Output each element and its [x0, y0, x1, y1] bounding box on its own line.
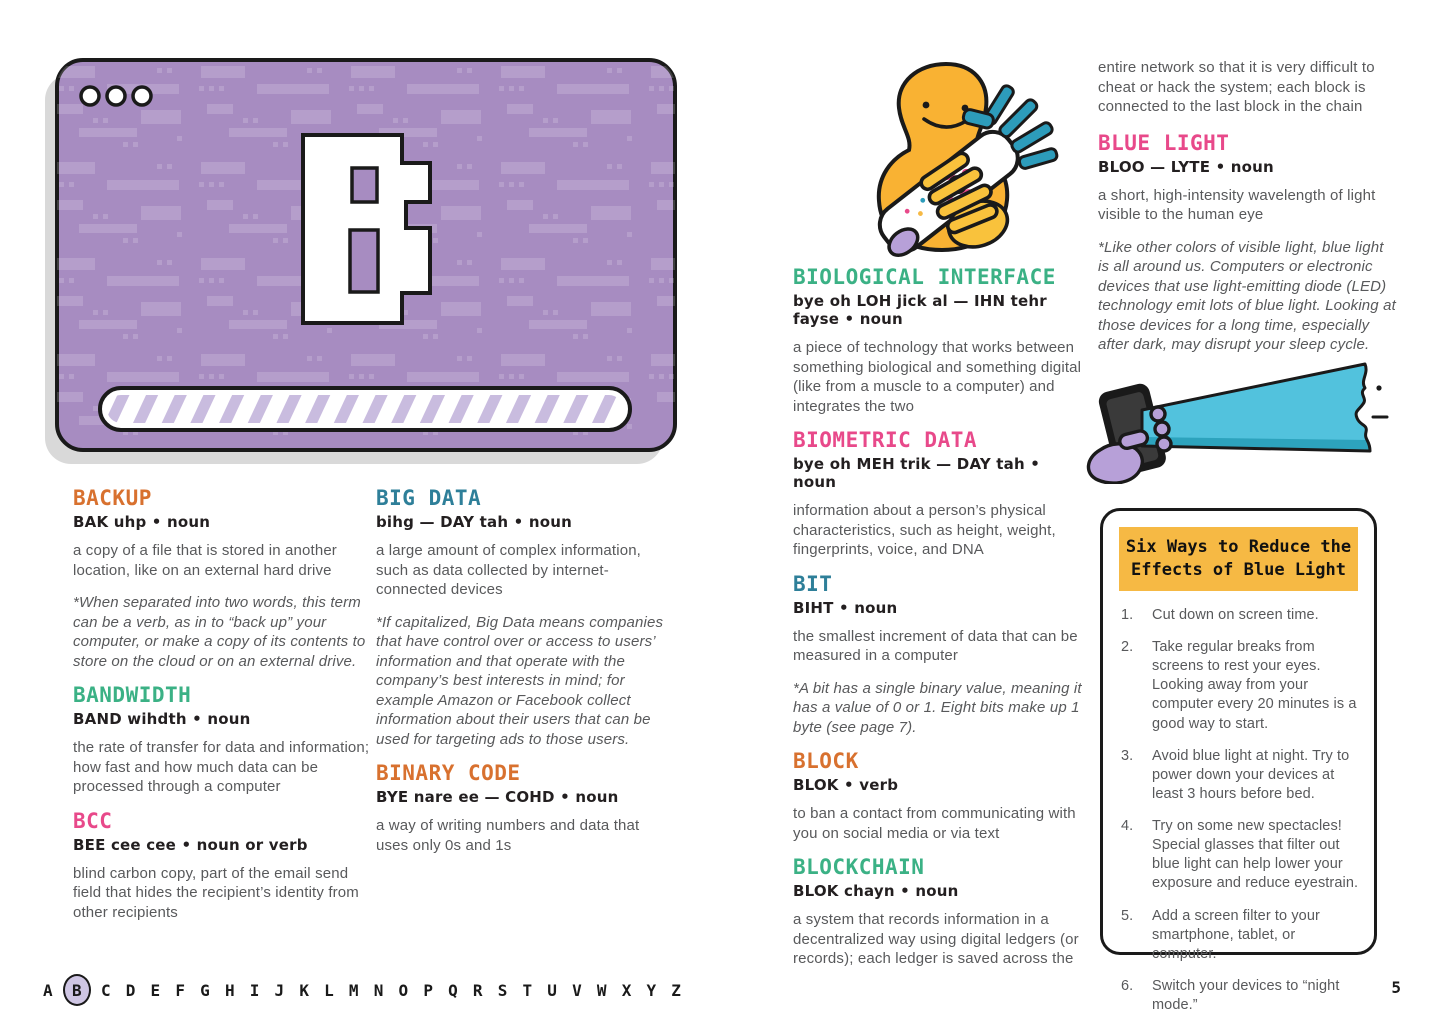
note-blue-light: *Like other colors of visible light, blue light is all around us. Computers or electronic devices that use light-emitting diode (LED) technology emit lots of blue light. Looking at those devices for a long time, especially after dark, may disrupt your sleep cycle. — [1098, 238, 1396, 354]
alphabet-letter-e: E — [150, 980, 161, 1000]
definition-biological-interface: a piece of technology that works between something biological and something digital (like from a muscle to a computer) and integrates the two — [793, 339, 1082, 415]
six-ways-item-3: Avoid blue light at night. Try to power down your devices at least 3 hours before bed. — [1152, 747, 1350, 802]
alphabet-letter-g: G — [200, 980, 210, 1000]
note-bit: *A bit has a single binary value, meaning it has a value of 0 or 1. Eight bits make up 1 byte (see page 7). — [793, 679, 1082, 736]
column-2 — [376, 487, 674, 868]
six-ways-item-5: Add a screen filter to your smartphone, tablet, or computer. — [1152, 907, 1320, 962]
alphabet-letter-t: T — [522, 980, 533, 1000]
alphabet-letter-x: X — [621, 980, 632, 1000]
column-4 — [1098, 58, 1398, 368]
alphabet-letter-j: J — [274, 980, 285, 1000]
pronunciation-blockchain: BLOK chayn • noun — [793, 882, 959, 901]
term-biometric-data: BIOMETRIC DATA — [793, 428, 978, 453]
alphabet-letter-k: K — [299, 980, 309, 1000]
alphabet-letter-p: P — [423, 980, 433, 1000]
column-3 — [793, 266, 1085, 982]
entry-biometric-data — [793, 429, 1085, 560]
alphabet-letter-z: Z — [671, 980, 681, 1000]
definition-block: to ban a contact from communicating with you on social media or via text — [793, 805, 1076, 842]
term-block: BLOCK — [793, 749, 859, 774]
column-1 — [73, 487, 371, 935]
pronunciation-biometric-data: bye oh MEH trik — DAY tah • noun — [793, 455, 1041, 492]
blockchain-continued-text: entire network so that it is very difficult to cheat or hack the system; each block is connected to the last block in the chain — [1098, 59, 1375, 115]
light-beam — [1142, 364, 1370, 451]
pixel-letter-b — [303, 135, 430, 323]
entry-blue-light — [1098, 132, 1398, 355]
alphabet-letter-f: F — [175, 980, 185, 1000]
alphabet-letter-h: H — [224, 980, 235, 1000]
entry-big-data — [376, 487, 674, 749]
term-biological-interface: BIOLOGICAL INTERFACE — [793, 265, 1056, 289]
definition-backup: a copy of a file that is stored in another location, like on an external hard drive — [73, 542, 337, 579]
definition-binary-code: a way of writing numbers and data that uses only 0s and 1s — [376, 817, 640, 854]
pronunciation-big-data: bihg — DAY tah • noun — [376, 513, 572, 532]
six-ways-item-2: Take regular breaks from screens to rest your eyes. Looking away from your computer every 20 minutes is a good way to start. — [1152, 639, 1357, 732]
definition-bit: the smallest increment of data that can be measured in a computer — [793, 627, 1078, 665]
definition-biometric-data: information about a person’s physical characteristics, such as height, weight, fingerprints, voice, and DNA — [793, 502, 1056, 559]
definition-blockchain: a system that records information in a decentralized way using digital ledgers (or records); each ledger is saved across the — [793, 911, 1079, 968]
entry-block — [793, 750, 1085, 843]
alphabet-letter-c: C — [100, 980, 111, 1000]
alphabet-letter-w: W — [596, 980, 607, 1000]
window-dots-icon — [81, 87, 151, 105]
note-backup: *When separated into two words, this term can be a verb, as in to “back up” your computer, or make a copy of its contents to store on the cloud or on an external drive. — [73, 594, 366, 670]
six-ways-list — [1118, 606, 1359, 1015]
definition-bandwidth: the rate of transfer for data and information; how fast and how much data can be processed through a computer — [73, 739, 370, 796]
six-ways-title: Six Ways to Reduce the Effects of Blue Light — [1119, 527, 1358, 591]
alphabet-letter-b: B — [63, 974, 91, 1006]
term-bcc: BCC — [73, 808, 113, 833]
blob-character-illustration — [838, 52, 1063, 264]
term-binary-code: BINARY CODE — [376, 761, 521, 786]
term-big-data: BIG DATA — [376, 486, 482, 510]
entry-bcc — [73, 810, 371, 923]
alphabet-letter-i: I — [249, 980, 260, 1000]
alphabet-letter-m: M — [348, 980, 359, 1000]
loading-window-illustration — [45, 58, 685, 468]
pronunciation-bcc: BEE cee cee • noun or verb — [73, 835, 308, 854]
term-bit: BIT — [793, 571, 833, 596]
entry-blockchain — [793, 856, 1085, 969]
entry-binary-code — [376, 762, 674, 855]
alphabet-letter-s: S — [497, 980, 508, 1000]
alphabet-letter-a: A — [43, 980, 53, 1000]
blue-light-illustration — [1078, 352, 1398, 484]
alphabet-letter-n: N — [373, 980, 384, 1000]
alphabet-letter-r: R — [472, 980, 483, 1000]
entry-bit — [793, 573, 1085, 738]
definition-big-data: a large amount of complex information, such as data collected by internet-connected devices — [376, 542, 641, 599]
six-ways-item-6: Switch your devices to “night mode.” — [1152, 977, 1340, 1013]
pronunciation-block: BLOK • verb — [793, 776, 899, 795]
alphabet-letter-l: L — [324, 980, 334, 1000]
face-profile — [1373, 385, 1387, 417]
definition-bcc: blind carbon copy, part of the email send field that hides the recipient’s identity from other recipients — [73, 864, 359, 921]
six-ways-item-1: Cut down on screen time. — [1152, 606, 1319, 623]
six-ways-item-4: Try on some new spectacles! Special glasses that filter out blue light can help lower your exposure and reduce eyestrain. — [1152, 818, 1359, 892]
alphabet-letter-o: O — [398, 980, 409, 1000]
pronunciation-blue-light: BLOO — LYTE • noun — [1098, 157, 1274, 176]
loading-bar — [100, 388, 630, 430]
alphabet-letter-v: V — [572, 980, 582, 1000]
pronunciation-backup: BAK uhp • noun — [73, 513, 211, 532]
pronunciation-binary-code: BYE nare ee — COHD • noun — [376, 788, 619, 807]
alphabet-letter-q: Q — [448, 980, 458, 1000]
term-bandwidth: BANDWIDTH — [73, 683, 192, 708]
alphabet-letter-y: Y — [646, 980, 657, 1000]
alphabet-letter-u: U — [547, 980, 557, 1000]
entry-backup — [73, 487, 371, 671]
term-blue-light: BLUE LIGHT — [1098, 130, 1230, 155]
alphabet-letter-d: D — [125, 980, 136, 1000]
entry-biological-interface — [793, 266, 1085, 416]
pronunciation-bandwidth: BAND wihdth • noun — [73, 710, 251, 729]
alphabet-nav — [43, 974, 681, 1006]
note-big-data: *If capitalized, Big Data means companies that have control over or access to users’ information and that operate with the company’s best interests in mind; for example Amazon or Facebook collect information about their users that can be used for targeting ads to those users. — [376, 613, 664, 748]
definition-blue-light: a short, high-intensity wavelength of light visible to the human eye — [1098, 186, 1376, 224]
pronunciation-bit: BIHT • noun — [793, 598, 898, 617]
term-backup: BACKUP — [73, 486, 152, 510]
term-blockchain: BLOCKCHAIN — [793, 855, 925, 880]
page-number: 5 — [1391, 978, 1401, 997]
pronunciation-biological-interface: bye oh LOH jick al — IHN tehr fayse • noun — [793, 292, 1047, 329]
six-ways-box — [1100, 508, 1377, 1013]
entry-bandwidth — [73, 684, 371, 797]
